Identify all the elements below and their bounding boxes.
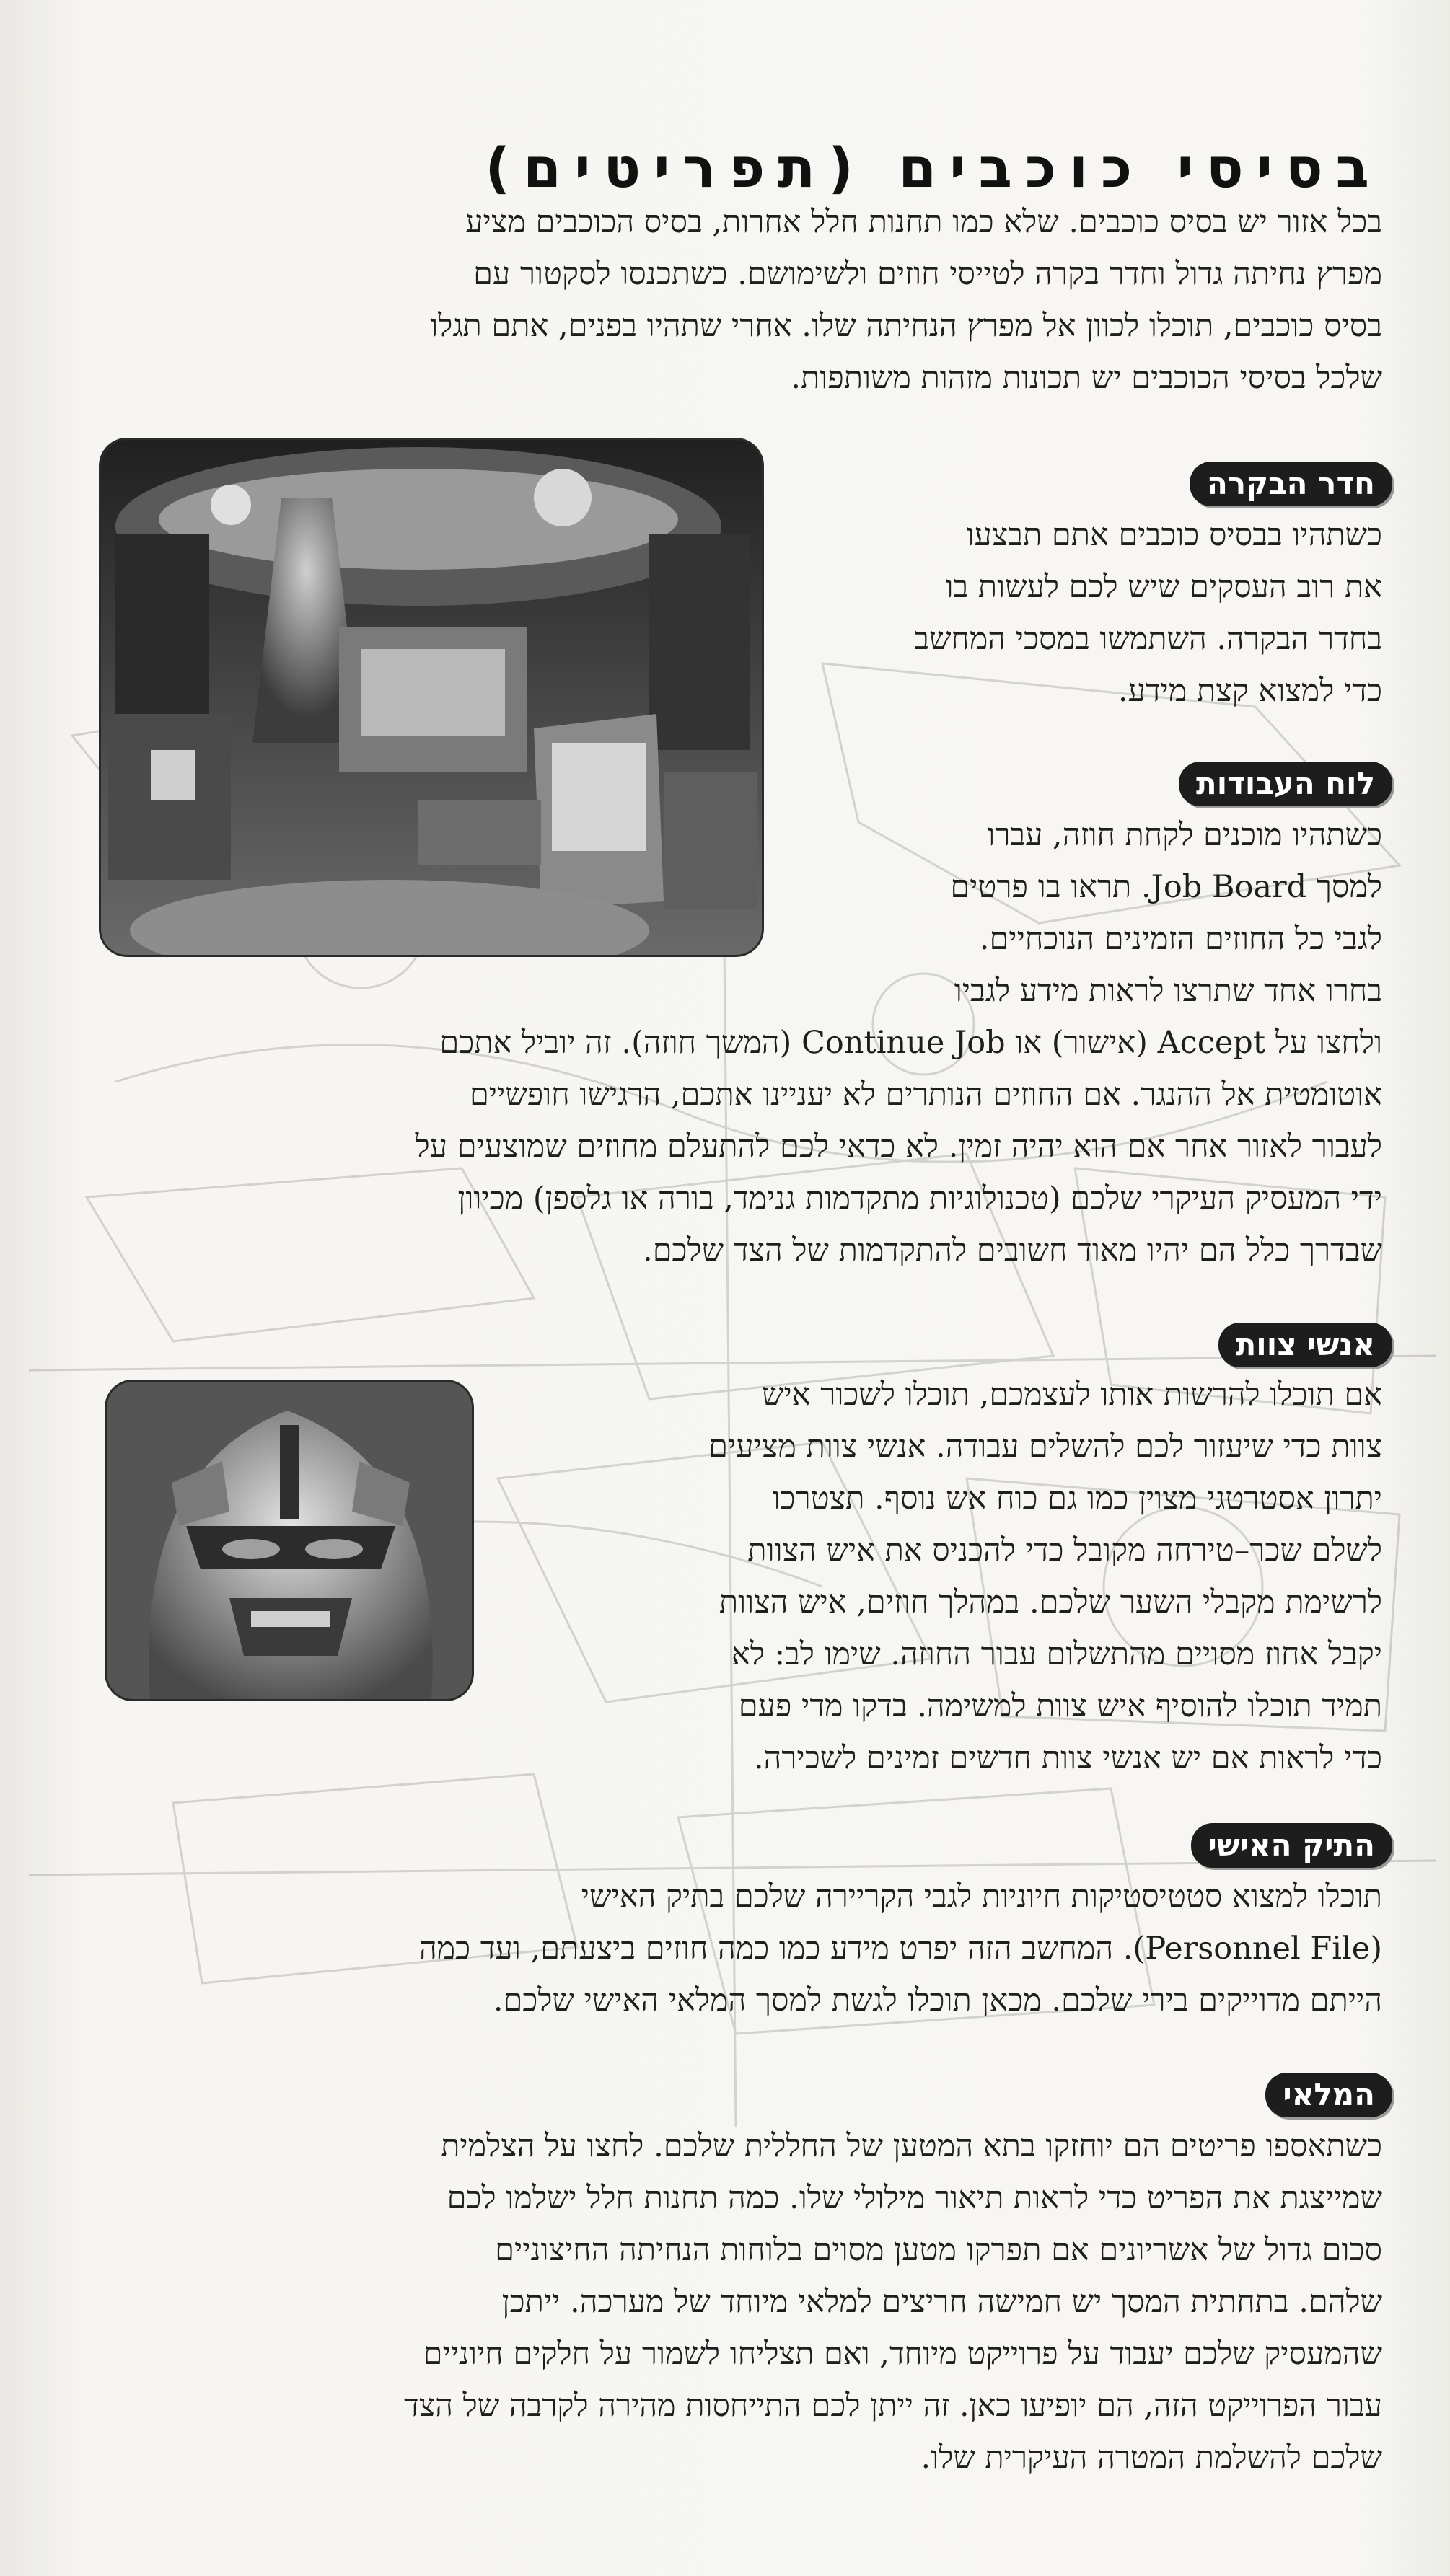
text-line: בחרו אחד שתרצו לראות מידע לגביו [954,973,1382,1009]
page-title: בסיסי כוכבים (תפריטים) [485,136,1382,200]
section-heading-crew: אנשי צוות [1218,1323,1392,1367]
section-heading-control-room: חדר הבקרה [1190,462,1392,506]
inventory-text [55,2120,1382,2484]
text-line: שמייצגת את הפריט כדי לראות תיאור מילולי שלו. כמה תחנות חלל ישלמו לכם [447,2180,1382,2216]
text-line: שלכם להשלמת המטרה העיקרית שלו. [920,2440,1382,2476]
intro-line: בסיס כוכבים, תוכלו לכוון אל מפרץ הנחיתה שלו. אחרי שתהיו בפנים, אתם תגלו [430,308,1382,344]
text-line: יתרון אסטרטגי מצוין כמו גם כוח אש נוסף. תצטרכו [772,1481,1382,1517]
job-board-text-wide [69,1017,1382,1276]
text-line: אוטומטית אל ההנגר. אם החוזים הנותרים לא יעניינו אתכם, הרגישו חופשיים [469,1077,1382,1113]
text-line: בחדר הבקרה. השתמשו במסכי המחשב [914,621,1382,657]
text-line: לגבי כל החוזים הזמינים הנוכחיים. [979,921,1382,957]
text-line: שלהם. בתחתית המסך יש חמישה חריצים למלאי מיוחד של מערכה. ייתכן [501,2284,1382,2320]
section-heading-job-board: לוח העבודות [1179,762,1392,806]
text-line: (Personnel File). המחשב הזה יפרט מידע כמו כמה חוזים ביצעתם, ועד כמה [418,1931,1382,1967]
crew-member-photo [107,1382,472,1699]
text-line: הייתם מדוייקים בירי שלכם. מכאן תוכלו לגשת למסך המלאי האישי שלכם. [493,1982,1382,2019]
text-line: סכום גדול של אשריונים אם תפרקו מטען מסוים בלוחות הנחיתה החיצוניים [495,2232,1382,2268]
text-line: שבדרך כלל הם יהיו מאוד חשובים להתקדמות של הצד שלכם. [643,1232,1382,1269]
text-line: ידי המעסיק העיקרי שלכם (טכנולוגיות מתקדמות גנימד, בורה או גלספן) מכיוון [457,1181,1382,1217]
text-line: לרשימת מקבלי השער שלכם. במהלך חוזים, איש הצוות [719,1584,1382,1620]
text-line: יקבל אחוז מסויים מהתשלום עבור החוזה. שימו לב: לא [731,1636,1382,1672]
section-heading-personnel-file: התיק האישי [1191,1823,1392,1868]
intro-line: מפרץ נחיתה גדול וחדר בקרה לטייסי חוזים ולשימושם. כשתכנסו לסקטור עם [473,256,1382,292]
text-line: כשתאספו פריטים הם יוחזקו בתא המטען של החללית שלכם. לחצו על הצלמית [441,2128,1382,2164]
personnel-file-text [69,1871,1382,2026]
section-heading-inventory: המלאי [1265,2073,1392,2117]
text-line: צוות כדי שיעזור לכם להשלים עבודה. אנשי צוות מציעים [708,1429,1382,1465]
text-line: כדי לראות אם יש אנשי צוות חדשים זמינים לשכירה. [753,1740,1382,1776]
control-room-photo [101,440,762,955]
text-line: כשתהיו מוכנים לקחת חוזה, עברו [987,817,1382,853]
text-line: תוכלו למצוא סטטיסטיקות חיוניות לגבי הקריירה שלכם בתיק האישי [581,1879,1382,1915]
text-line: אם תוכלו להרשות אותו לעצמכם, תוכלו לשכור איש [762,1377,1382,1413]
control-room-text [747,509,1382,717]
text-line: את רוב העסקים שיש לכם לעשות בו [945,569,1382,605]
intro-line: שלכל בסיסי הכוכבים יש תכונות מזהות משותפות. [791,360,1382,396]
text-line: כשתהיו בבסיס כוכבים אתם תבצעו [966,517,1382,553]
text-line: שהמעסיק שלכם יעבוד על פרוייקט מיוחד, ואם תצליחו לשמור על חלקים חיוניים [423,2336,1382,2372]
crew-text [488,1369,1382,1784]
intro-line: בכל אזור יש בסיס כוכבים. שלא כמו תחנות חלל אחרות, בסיס הכוכבים מציע [465,204,1382,240]
text-line: למסך Job Board. תראו בו פרטים [950,869,1382,905]
job-board-text-narrow [747,809,1382,1017]
text-line: לשלם שכר–טירחה מקובל כדי להכניס את איש הצוות [747,1532,1382,1569]
text-line: עבור הפרוייקט הזה, הם יופיעו כאן. זה ייתן לכם התייחסות מהירה לקרבה של הצד [404,2388,1382,2424]
text-line: לעבור לאזור אחר אם הוא יהיה זמין. לא כדאי לכם להתעלם מחוזים שמוצעים על [415,1129,1382,1165]
intro-paragraph [69,196,1382,404]
text-line: כדי למצוא קצת מידע. [1117,673,1382,709]
text-line: תמיד תוכלו להוסיף איש צוות למשימה. בדקו מדי פעם [738,1688,1382,1724]
text-line: ולחצו על Accept (אישור) או Continue Job (המשך חוזה). זה יוביל אתכם [439,1025,1382,1061]
